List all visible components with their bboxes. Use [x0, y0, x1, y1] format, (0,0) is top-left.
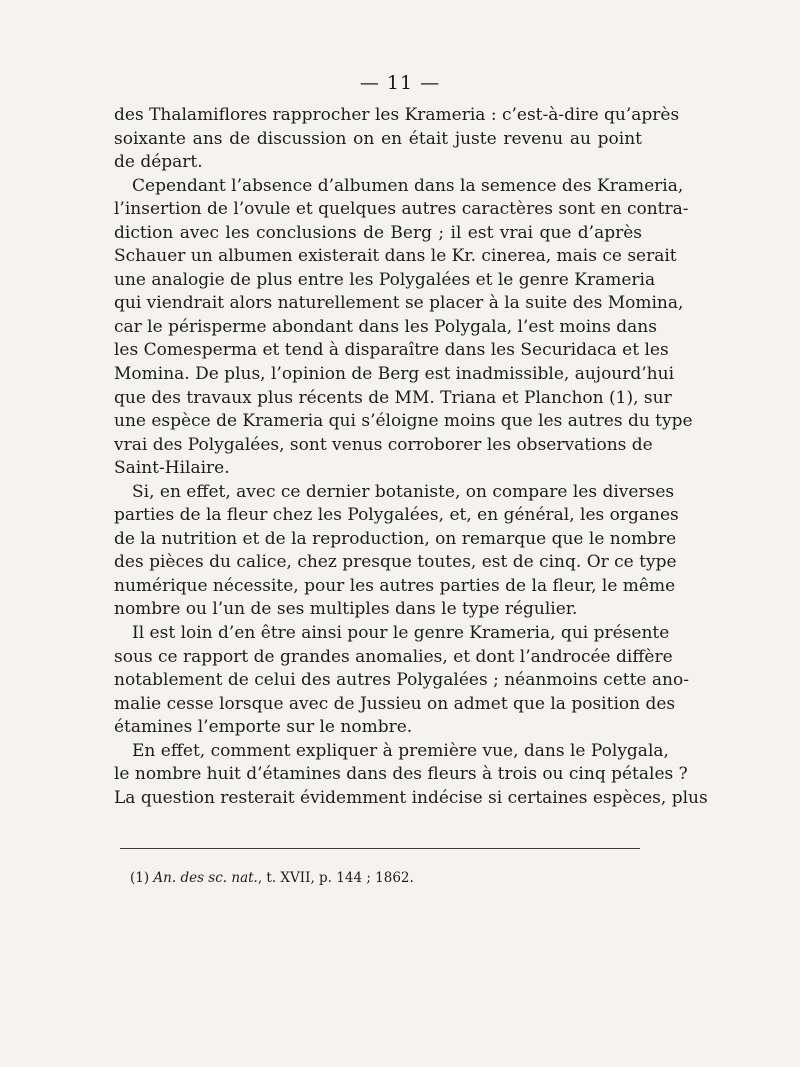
text-line: qui viendrait alors naturellement se placer à la suite des Momina, — [114, 293, 684, 314]
text-line: que des travaux plus récents de MM. Triana et Planchon (1), sur — [114, 387, 672, 408]
text-line: étamines l’emporte sur le nombre. — [114, 717, 413, 738]
text-line: de la nutrition et de la reproduction, on remarque que le nombre — [114, 528, 677, 549]
footnote-divider — [120, 848, 640, 849]
text-line: l’insertion de l’ovule et quelques autres caractères sont en contra- — [114, 199, 689, 220]
text-line: La question resterait évidemment indécise si certaines espèces, plus — [114, 787, 708, 808]
text-line: Saint-Hilaire. — [114, 458, 230, 479]
text-line: Il est loin d’en être ainsi pour le genre Krameria, qui présente — [132, 623, 670, 644]
text-line: le nombre huit d’étamines dans des fleurs à trois ou cinq pétales ? — [114, 764, 688, 785]
text-line: des Thalamiflores rapprocher les Krameria : c’est-à-dire qu’après — [114, 105, 680, 125]
footnote — [130, 870, 414, 886]
text-line: Si, en effet, avec ce dernier botaniste, on compare les diverses — [132, 481, 675, 502]
footnote-reference: , t. XVII, p. 144 ; 1862. — [257, 870, 414, 886]
text-line: car le périsperme abondant dans les Polygala, l’est moins dans — [114, 316, 657, 337]
footnote-marker: (1) — [130, 870, 150, 886]
text-line: une espèce de Krameria qui s’éloigne moins que les autres du type — [114, 411, 693, 432]
footnote-source: An. des sc. nat. — [153, 870, 258, 886]
text-line: Momina. De plus, l’opinion de Berg est inadmissible, aujourd’hui — [114, 364, 675, 385]
text-line: Cependant l’absence d’albumen dans la semence des Krameria, — [132, 175, 684, 196]
text-line: une analogie de plus entre les Polygalées et le genre Krameria — [114, 269, 656, 290]
text-line: sous ce rapport de grandes anomalies, et dont l’androcée diffère — [114, 646, 673, 667]
text-line: malie cesse lorsque avec de Jussieu on admet que la position des — [114, 693, 676, 714]
text-line: numérique nécessite, pour les autres parties de la fleur, le même — [114, 575, 676, 596]
text-line: nombre ou l’un de ses multiples dans le type régulier. — [114, 599, 578, 620]
text-line: diction avec les conclusions de Berg ; il est vrai que d’après — [114, 222, 642, 243]
text-line: les Comesperma et tend à disparaître dans les Securidaca et les — [114, 340, 669, 361]
text-line: Schauer un albumen existerait dans le Kr. cinerea, mais ce serait — [114, 246, 677, 267]
page-number: — 11 — — [359, 72, 441, 94]
text-line: parties de la fleur chez les Polygalées, et, en général, les organes — [114, 505, 679, 526]
text-line: notablement de celui des autres Polygalées ; néanmoins cette ano- — [114, 670, 689, 691]
text-line: vrai des Polygalées, sont venus corroborer les observations de — [114, 434, 653, 455]
body-text — [114, 104, 708, 810]
text-line: soixante ans de discussion on en était juste revenu au point — [114, 128, 642, 149]
text-line: de départ. — [114, 152, 203, 173]
text-line: des pièces du calice, chez presque toutes, est de cinq. Or ce type — [114, 552, 677, 573]
text-line: En effet, comment expliquer à première vue, dans le Polygala, — [132, 740, 669, 761]
